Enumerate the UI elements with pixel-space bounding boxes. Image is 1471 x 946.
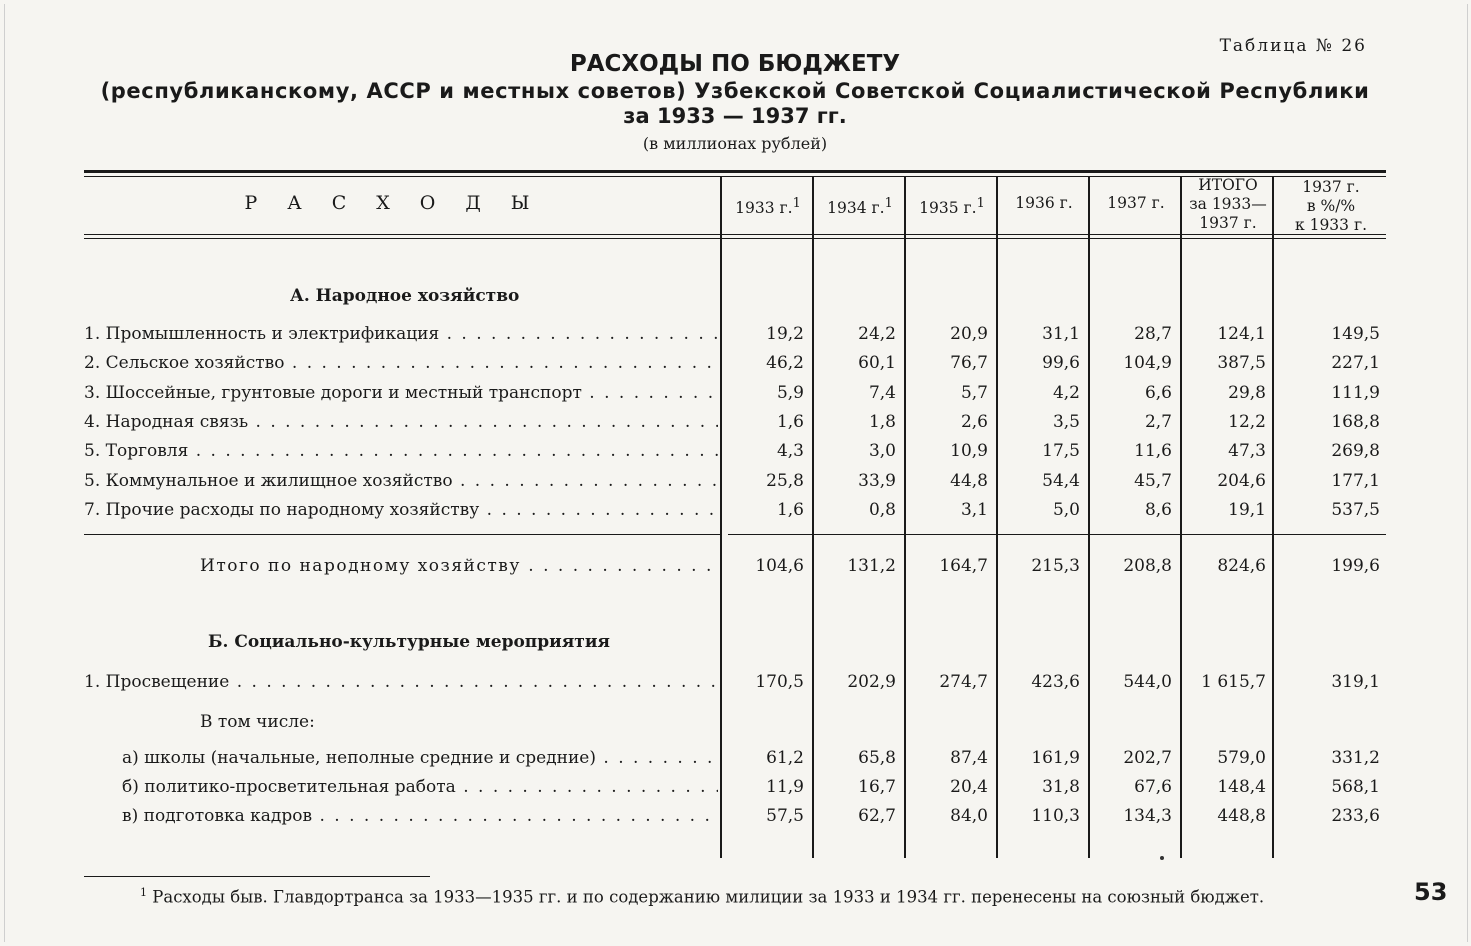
table-cell: 331,2 [1331, 748, 1380, 768]
table-cell: 568,1 [1331, 777, 1380, 797]
footnote-rule [84, 876, 430, 877]
header-itogo-line: 1937 г. [1199, 214, 1257, 232]
total-row [84, 556, 1386, 582]
table-cell: 448,8 [1217, 806, 1266, 826]
table-cell: 25,8 [766, 470, 804, 491]
table-cell: 148,4 [1217, 777, 1266, 797]
table-cell: 33,9 [858, 470, 896, 491]
print-speck [1160, 856, 1164, 860]
table-row [84, 500, 1386, 526]
table-cell: 319,1 [1331, 672, 1380, 692]
table-cell: 54,4 [1042, 470, 1080, 491]
subtotal-rule-left [84, 534, 720, 535]
table-row [84, 353, 1386, 379]
table-cell: 3,1 [960, 499, 988, 520]
header-itogo-line: за 1933— [1189, 195, 1267, 213]
table-cell: 19,1 [1228, 499, 1266, 520]
total-cell: 164,7 [939, 556, 988, 576]
table-cell: 2,6 [960, 411, 988, 432]
table-cell: 202,9 [847, 672, 896, 692]
table-row [84, 777, 1386, 803]
table-cell: 170,5 [755, 672, 804, 692]
table-cell: 16,7 [858, 777, 896, 797]
subtotal-rule-right [728, 534, 1386, 535]
header-percent-line: к 1933 г. [1294, 216, 1368, 234]
table-row [84, 806, 1386, 832]
table-cell: 65,8 [858, 748, 896, 768]
table-cell: 227,1 [1331, 353, 1380, 374]
table-cell: 269,8 [1331, 441, 1380, 462]
table-row [84, 471, 1386, 497]
table-cell: 0,8 [868, 499, 896, 520]
table-cell: 12,2 [1228, 411, 1266, 432]
row-label: в) подготовка кадров . . . [122, 806, 718, 826]
including-row [84, 712, 1386, 738]
table-cell: 47,3 [1228, 441, 1266, 462]
table-cell: 5,7 [960, 382, 988, 403]
header-itogo-line: ИТОГО [1198, 176, 1258, 194]
header-bottom-rule-2 [84, 238, 1386, 239]
table-cell: 4,2 [1052, 382, 1080, 403]
table-cell: 111,9 [1331, 382, 1380, 403]
row-label: 3. Шоссейные, грунтовые дороги и местный транспорт . . . [84, 383, 718, 403]
table-cell: 104,9 [1123, 353, 1172, 374]
row-label: а) школы (начальные, неполные средние и средние) . . . [122, 748, 718, 768]
header-percent-line: 1937 г. [1302, 178, 1360, 196]
table-cell: 1 615,7 [1201, 672, 1266, 692]
section-a-heading: А. Народное хозяйство [290, 286, 520, 306]
page-number: 53 [1414, 878, 1448, 906]
table-cell: 161,9 [1031, 748, 1080, 768]
row-label: 5. Торговля . . . [84, 441, 718, 461]
total-cell: 131,2 [847, 556, 896, 576]
page-period: за 1933 — 1937 гг. [623, 104, 847, 128]
table-cell: 7,4 [868, 382, 896, 403]
header-1933: 1933 г.$^1$ [735, 196, 801, 218]
table-cell: 233,6 [1331, 806, 1380, 826]
row-label: 5. Коммунальное и жилищное хозяйство . . . [84, 471, 718, 491]
table-cell: 544,0 [1123, 672, 1172, 692]
table-cell: 20,4 [950, 777, 988, 797]
total-label: Итого по народному хозяйству . . . [200, 556, 718, 576]
table-row [84, 748, 1386, 774]
table-cell: 45,7 [1134, 470, 1172, 491]
section-b-heading: Б. Социально-культурные мероприятия [208, 632, 610, 652]
total-cell: 215,3 [1031, 556, 1080, 576]
unit-note: (в миллионах рублей) [642, 134, 828, 153]
table-cell: 57,5 [766, 806, 804, 826]
table-cell: 10,9 [950, 441, 988, 462]
header-1936: 1936 г. [1015, 194, 1073, 212]
table-cell: 19,2 [766, 324, 804, 344]
table-top-rule [84, 170, 1386, 173]
table-cell: 5,9 [776, 382, 804, 403]
table-number: Таблица № 26 [1219, 36, 1367, 56]
table-cell: 76,7 [950, 353, 988, 374]
table-cell: 537,5 [1331, 499, 1380, 520]
table-cell: 62,7 [858, 806, 896, 826]
header-1937: 1937 г. [1107, 194, 1165, 212]
table-cell: 177,1 [1331, 470, 1380, 491]
table-cell: 31,1 [1042, 324, 1080, 344]
table-row [84, 383, 1386, 409]
total-cell: 208,8 [1123, 556, 1172, 576]
table-cell: 274,7 [939, 672, 988, 692]
table-row [84, 412, 1386, 438]
row-label: 1. Промышленность и электрификация . . . [84, 324, 718, 344]
header-rasxody: РАСХОДЫ [244, 192, 560, 214]
table-cell: 1,8 [868, 411, 896, 432]
table-row [84, 672, 1386, 698]
row-label: 1. Просвещение . . . [84, 672, 718, 692]
table-cell: 28,7 [1134, 324, 1172, 344]
budget-table [84, 170, 1386, 858]
table-cell: 24,2 [858, 324, 896, 344]
table-cell: 134,3 [1123, 806, 1172, 826]
table-cell: 87,4 [950, 748, 988, 768]
row-label: 7. Прочие расходы по народному хозяйству . . . [84, 500, 718, 520]
footnote-text: Расходы быв. Главдортранса за 1933—1935 гг. и по содержанию милиции за 1933 и 1934 гг. перенесены на союзный бюджет. [152, 887, 1265, 907]
table-cell: 6,6 [1144, 382, 1172, 403]
table-cell: 204,6 [1217, 470, 1266, 491]
total-cell: 104,6 [755, 556, 804, 576]
table-cell: 124,1 [1217, 324, 1266, 344]
header-percent-line: в %/% [1306, 197, 1356, 215]
table-cell: 579,0 [1217, 748, 1266, 768]
table-cell: 423,6 [1031, 672, 1080, 692]
footnote-mark: 1 [140, 886, 147, 899]
total-cell: 824,6 [1217, 556, 1266, 576]
title-block [84, 50, 1386, 153]
page-subtitle: (республиканскому, АССР и местных советов) Узбекской Советской Социалистической Республики [100, 79, 1370, 103]
table-cell: 4,3 [776, 441, 804, 462]
table-cell: 5,0 [1052, 499, 1080, 520]
table-cell: 11,9 [766, 777, 804, 797]
table-cell: 61,2 [766, 748, 804, 768]
table-cell: 17,5 [1042, 441, 1080, 462]
header-bottom-rule [84, 234, 1386, 235]
table-cell: 149,5 [1331, 324, 1380, 344]
header-itogo [1184, 176, 1272, 233]
total-cell: 199,6 [1331, 556, 1380, 576]
table-cell: 67,6 [1134, 777, 1172, 797]
page-title: РАСХОДЫ ПО БЮДЖЕТУ [569, 51, 901, 77]
table-cell: 8,6 [1144, 499, 1172, 520]
table-cell: 11,6 [1134, 441, 1172, 462]
table-cell: 29,8 [1228, 382, 1266, 403]
including-label: В том числе: [200, 712, 315, 732]
table-cell: 31,8 [1042, 777, 1080, 797]
table-cell: 99,6 [1042, 353, 1080, 374]
table-row [84, 441, 1386, 467]
table-cell: 202,7 [1123, 748, 1172, 768]
header-percent [1276, 178, 1386, 235]
row-label: 2. Сельское хозяйство . . . [84, 353, 718, 373]
header-1934: 1934 г.$^1$ [827, 196, 893, 218]
table-cell: 1,6 [776, 499, 804, 520]
table-cell: 3,0 [868, 441, 896, 462]
table-cell: 44,8 [950, 470, 988, 491]
table-cell: 168,8 [1331, 411, 1380, 432]
table-row [84, 324, 1386, 350]
table-cell: 2,7 [1144, 411, 1172, 432]
table-cell: 387,5 [1217, 353, 1266, 374]
row-label: б) политико-просветительная работа . . . [122, 777, 718, 797]
row-label: 4. Народная связь . . . [84, 412, 718, 432]
table-cell: 110,3 [1031, 806, 1080, 826]
table-cell: 20,9 [950, 324, 988, 344]
header-1935: 1935 г.$^1$ [919, 196, 985, 218]
table-cell: 84,0 [950, 806, 988, 826]
table-cell: 46,2 [766, 353, 804, 374]
table-cell: 1,6 [776, 411, 804, 432]
footnote [140, 886, 1264, 907]
table-cell: 3,5 [1052, 411, 1080, 432]
table-cell: 60,1 [858, 353, 896, 374]
